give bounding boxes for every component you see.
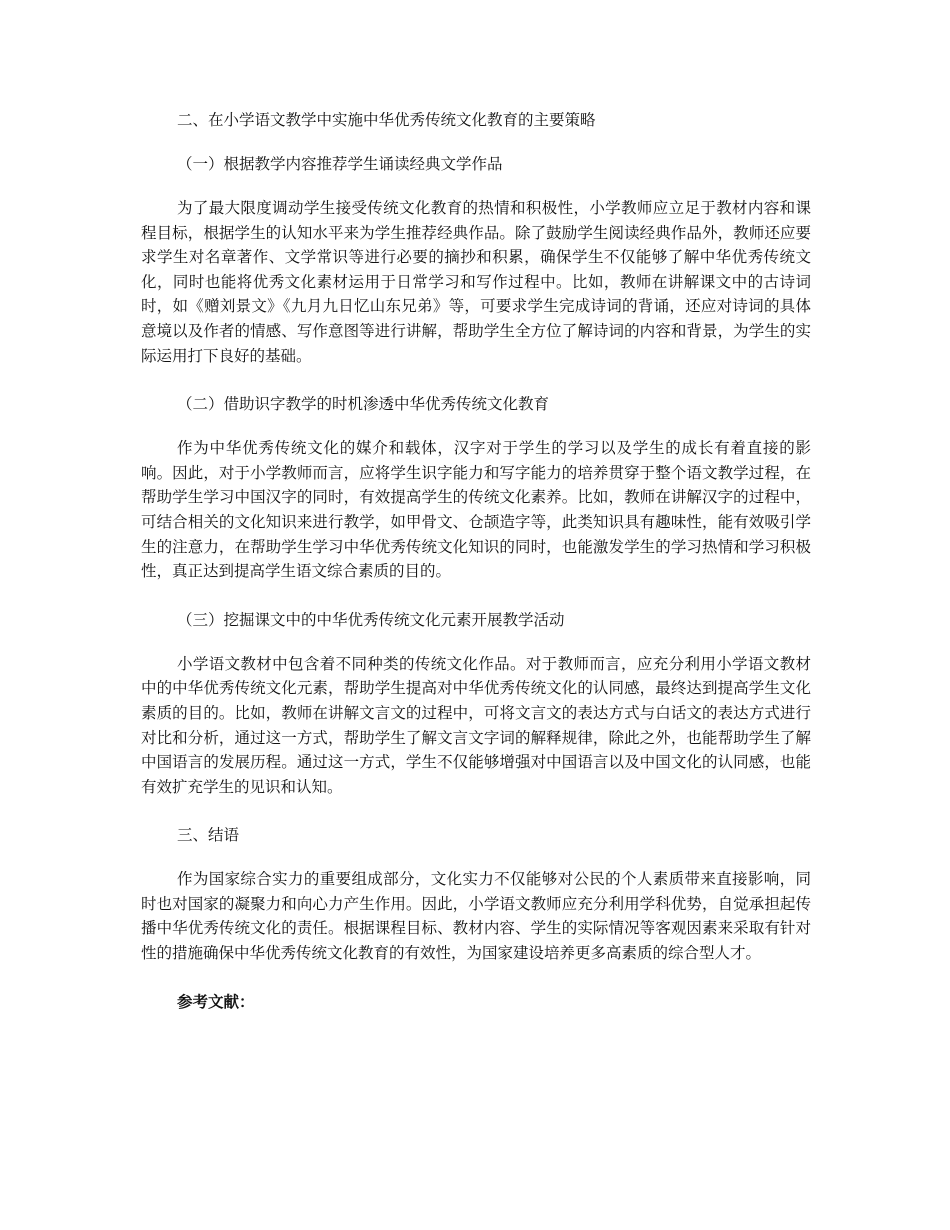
document-page bbox=[141, 108, 811, 1014]
paragraph-3: 作为国家综合实力的重要组成部分，文化实力不仅能够对公民的个人素质带来直接影响，同时也对国家的凝聚力和向心力产生作用。因此，小学语文教师应充分利用学科优势，自觉承担起传播中华优秀传统文化的责任。根据课程目标、教材内容、学生的实际情况等客观因素来采取有针对性的措施确保中华优秀传统文化教育的有效性，为国家建设培养更多高素质的综合型人才。 bbox=[141, 870, 811, 963]
paragraph-2-3: 小学语文教材中包含着不同种类的传统文化作品。对于教师而言，应充分利用小学语文教材中的中华优秀传统文化元素，帮助学生提高对中华优秀传统文化的认同感，最终达到提高学生文化素质的目的。比如，教师在讲解文言文的过程中，可将文言文的表达方式与白话文的表达方式进行对比和分析，通过这一方式，帮助学生了解文言文字词的解释规律，除此之外，也能帮助学生了解中国语言的发展历程。通过这一方式，学生不仅能够增强对中国语言以及中国文化的认同感，也能有效扩充学生的见识和认知。 bbox=[141, 654, 811, 796]
paragraph-2-2: 作为中华优秀传统文化的媒介和载体，汉字对于学生的学习以及学生的成长有着直接的影响。因此，对于小学教师而言，应将学生识字能力和写字能力的培养贯穿于整个语文教学过程，在帮助学生学习中国汉字的同时，有效提高学生的传统文化素养。比如，教师在讲解汉字的过程中，可结合相关的文化知识来进行教学，如甲骨文、仓颉造字等，此类知识具有趣味性，能有效吸引学生的注意力，在帮助学生学习中华优秀传统文化知识的同时，也能激发学生的学习热情和学习积极性，真正达到提高学生语文综合素质的目的。 bbox=[141, 439, 811, 581]
section-heading-3: 三、结语 bbox=[177, 826, 240, 845]
subsection-heading-2-1: （一）根据教学内容推荐学生诵读经典文学作品 bbox=[177, 155, 503, 173]
spacer bbox=[141, 584, 811, 608]
spacer bbox=[141, 416, 811, 436]
spacer bbox=[141, 632, 811, 652]
paragraph-2-1: 为了最大限度调动学生接受传统文化教育的热情和积极性，小学教师应立足于教材内容和课程目标，根据学生的认知水平来为学生推荐经典作品。除了鼓励学生阅读经典作品外，教师还应要求学生对名章著作、文学常识等进行必要的摘抄和积累，确保学生不仅能够了解中华优秀传统文化，同时也能将优秀文化素材运用于日常学习和写作过程中。比如，教师在讲解课文中的古诗词时，如《赠刘景文》《九月九日忆山东兄弟》等，可要求学生完成诗词的背诵，还应对诗词的具体意境以及作者的情感、写作意图等进行讲解，帮助学生全方位了解诗词的内容和背景，为学生的实际运用打下良好的基础。 bbox=[141, 199, 811, 365]
spacer bbox=[141, 132, 811, 152]
subsection-heading-2-2: （二）借助识字教学的时机渗透中华优秀传统文化教育 bbox=[177, 395, 550, 414]
subsection-heading-2-3: （三）挖掘课文中的中华优秀传统文化元素开展教学活动 bbox=[177, 610, 565, 629]
spacer bbox=[141, 176, 811, 196]
spacer bbox=[141, 847, 811, 867]
spacer bbox=[141, 799, 811, 823]
references-heading: 参考文献： bbox=[177, 991, 255, 1011]
spacer bbox=[141, 368, 811, 392]
section-heading-2: 二、在小学语文教学中实施中华优秀传统文化教育的主要策略 bbox=[177, 111, 596, 129]
spacer bbox=[141, 966, 811, 990]
